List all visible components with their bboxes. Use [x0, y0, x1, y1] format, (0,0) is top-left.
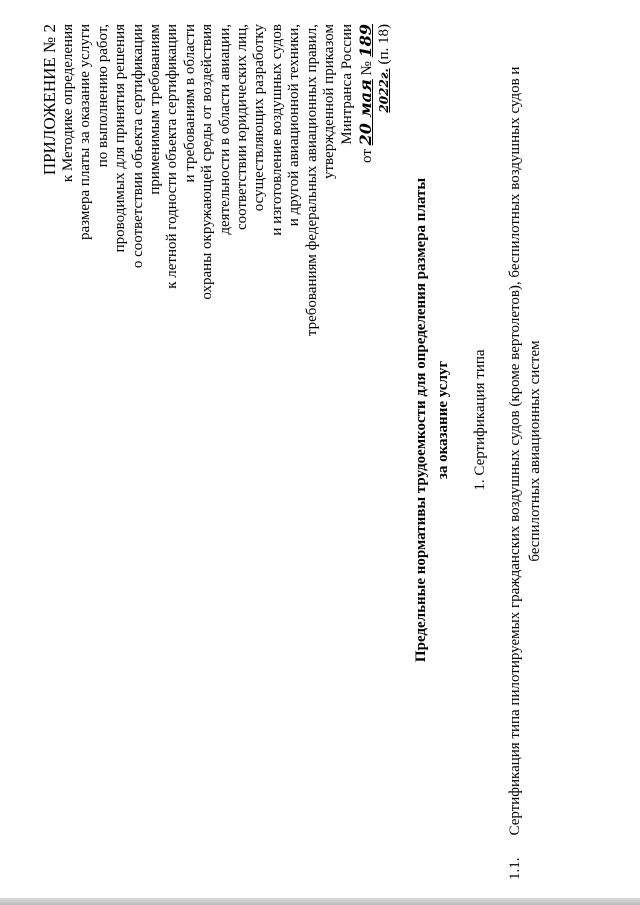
item-text: Сертификация типа пилотируемых гражданских воздушных судов (кроме вертолетов), беспилотных воздушных судов и беспилотных авиационных систем	[507, 66, 543, 836]
appendix-line: и требованиям в области	[181, 24, 198, 183]
appendix-line: осуществляющих разработку	[251, 24, 268, 212]
appendix-line: по выполнению работ,	[94, 24, 111, 168]
appendix-line: Минтранса России	[338, 24, 355, 145]
item-number: 1.1.	[507, 857, 523, 880]
appendix-line: утвержденной приказом	[321, 24, 338, 180]
appendix-line: соответствии юридических лиц,	[234, 24, 251, 230]
order-reference	[357, 24, 394, 364]
appendix-line: о соответствии объекта сертификации	[129, 24, 146, 269]
appendix-line: размера платы за оказание услуги	[77, 24, 94, 241]
appendix-line: к летной годности объекта сертификации	[164, 24, 181, 289]
order-suffix: (п. 18)	[376, 24, 393, 65]
appendix-line: деятельности в области авиации,	[216, 24, 233, 235]
list-item	[505, 20, 545, 880]
appendix-line: применимым требованиям	[147, 24, 164, 195]
section-title: 1. Сертификация типа	[472, 349, 488, 491]
order-date-handwritten: 20 мая	[355, 79, 375, 146]
appendix-line: и другой авиационной техники,	[286, 24, 303, 227]
rotated-document-page	[40, 20, 600, 880]
heading-line-1: Предельные нормативы трудоемкости для определения размера платы	[413, 177, 429, 663]
heading-line-2: за оказание услуг	[435, 360, 451, 480]
appendix-title: ПРИЛОЖЕНИЕ № 2	[40, 24, 59, 176]
order-number-handwritten: 189	[355, 24, 375, 58]
order-year-handwritten: 2022г.	[377, 68, 392, 113]
appendix-line: и изготовление воздушных судов	[268, 24, 285, 236]
appendix-line: к Методике определения	[60, 24, 76, 183]
appendix-line: проводимых для принятия решения	[112, 24, 129, 253]
appendix-line: охраны окружающей среды от воздействия	[199, 24, 216, 300]
appendix-block	[40, 24, 394, 364]
appendix-line: требованиям федеральных авиационных правил,	[303, 24, 320, 337]
order-number-label: №	[358, 61, 375, 76]
scan-edge	[0, 898, 640, 905]
document-heading	[410, 140, 454, 700]
order-prefix: от	[358, 149, 375, 163]
